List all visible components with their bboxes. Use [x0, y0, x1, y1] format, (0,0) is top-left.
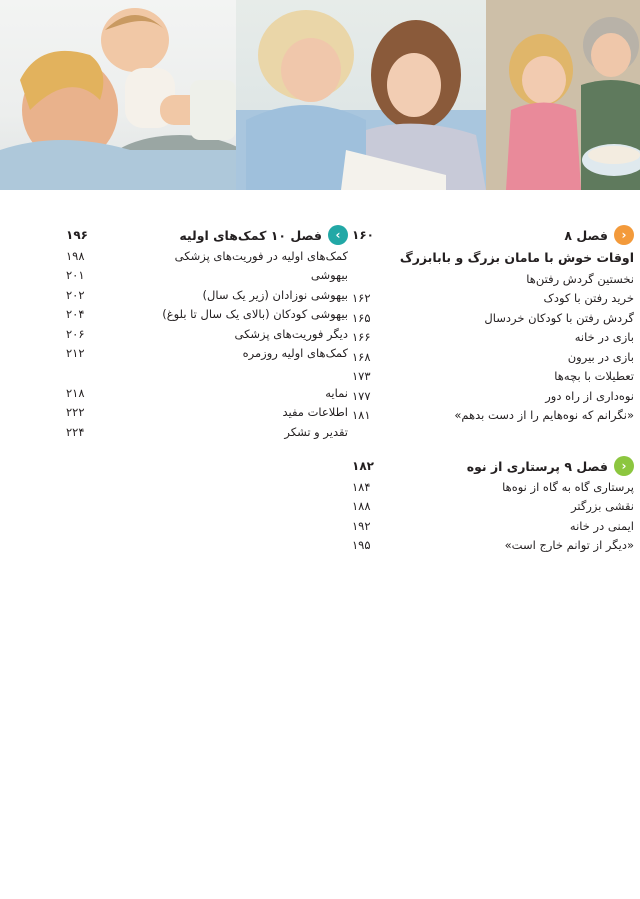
toc-column-left: [66, 224, 348, 442]
toc-entry-label: پرستاری گاه به گاه از نوه‌ها: [502, 479, 634, 494]
toc-entry[interactable]: [66, 324, 348, 344]
chapter-9: [352, 455, 634, 555]
toc-entry-page: ۱۶۸: [352, 349, 371, 364]
toc-entry-page: ۱۹۲: [352, 518, 371, 533]
chapter-9-page: ۱۸۲: [352, 459, 374, 473]
toc-entry-label: «نگرانم که نوه‌هایم را از دست بدهم»: [454, 408, 634, 423]
chapter-10-page: ۱۹۶: [66, 228, 88, 242]
toc-entry-page: ۱۶۲: [352, 291, 371, 306]
toc-entry[interactable]: [66, 266, 348, 286]
toc-entry[interactable]: [352, 386, 634, 406]
toc-entry-label: نقشی بزرگتر: [571, 499, 634, 514]
toc-entry-page: ۱۷۳: [352, 369, 371, 384]
toc-entry-page: ۲۱۸: [66, 385, 85, 400]
toc-entry[interactable]: [352, 536, 634, 556]
toc-entry[interactable]: [352, 367, 634, 387]
toc-entry-page: ۱۹۵: [352, 538, 371, 553]
toc-entry[interactable]: [66, 285, 348, 305]
chapter-10-title[interactable]: فصل ۱۰ کمک‌های اولیه: [179, 227, 322, 243]
toc-entry-acknowledgements[interactable]: [66, 422, 348, 442]
toc-entry-page: ۲۰۴: [66, 307, 85, 322]
chapter-9-title[interactable]: فصل ۹ پرستاری از نوه: [466, 458, 608, 474]
toc-entry-label: دیگر فوریت‌های پزشکی: [234, 326, 348, 341]
toc-entry-page: ۱۹۸: [66, 248, 85, 263]
toc-entry-page: ۲۰۲: [66, 287, 85, 302]
toc-entry-label: بیهوشی: [310, 268, 348, 283]
toc-entry-label: کمک‌های اولیه روزمره: [242, 346, 348, 361]
toc-entry[interactable]: [352, 347, 634, 367]
toc-entry-label: گردش رفتن با کودکان خردسال: [484, 310, 634, 325]
toc-entry[interactable]: [352, 477, 634, 497]
toc-entry-page: ۱۶۶: [352, 330, 371, 345]
toc-entry[interactable]: [352, 328, 634, 348]
chapter-10: [66, 224, 348, 363]
toc-entry-label: بازی در بیرون: [567, 349, 634, 364]
chevron-left-icon[interactable]: ‹: [614, 225, 634, 245]
toc-entry-label: نوه‌داری از راه دور: [545, 388, 634, 403]
chevron-left-icon[interactable]: ‹: [614, 456, 634, 476]
toc-entry[interactable]: [66, 305, 348, 325]
toc-entry[interactable]: [352, 308, 634, 328]
toc-entry-label: تعطیلات با بچه‌ها: [554, 369, 634, 384]
toc-entry-label: بیهوشی کودکان (بالای یک سال تا بلوغ): [162, 307, 348, 322]
toc-entry-page: ۱۸۴: [352, 479, 371, 494]
toc-entry-label: نمایه: [325, 385, 348, 400]
chapter-8-page: ۱۶۰: [352, 228, 374, 242]
chapter-8-title[interactable]: فصل ۸: [564, 227, 608, 243]
toc-entry-index[interactable]: [66, 383, 348, 403]
photo-grandmother-reading-with-girl: [236, 0, 486, 190]
toc-entry[interactable]: [352, 497, 634, 517]
toc-entry-label: تقدیر و تشکر: [284, 424, 348, 439]
toc-entry[interactable]: [352, 269, 634, 289]
photo-mother-lifting-baby: [0, 0, 236, 190]
toc-column-right: [352, 224, 634, 557]
chapter-8: [352, 224, 634, 425]
toc-entry-page: ۱۷۷: [352, 388, 371, 403]
toc-entry-page: ۲۰۱: [66, 268, 85, 283]
header-photo-strip: [0, 0, 640, 190]
toc-entry-page: ۱۸۱: [352, 408, 371, 423]
toc-entry[interactable]: [66, 344, 348, 364]
toc-entry-page: ۲۰۶: [66, 326, 85, 341]
toc-entry-page: ۲۲۲: [66, 405, 85, 420]
toc-entry[interactable]: [352, 406, 634, 426]
toc-entry-label: بازی در خانه: [574, 330, 634, 345]
toc-entry-label: کمک‌های اولیه در فوریت‌های پزشکی: [174, 248, 348, 263]
back-matter: [66, 383, 348, 442]
photo-grandmother-baking-with-girl: [486, 0, 640, 190]
toc-entry-label: «دیگر از توانم خارج است»: [504, 538, 634, 553]
toc-entry[interactable]: [66, 246, 348, 266]
toc-entry[interactable]: [352, 289, 634, 309]
toc-entry[interactable]: [352, 516, 634, 536]
chapter-8-subtitle: اوقات خوش با مامان بزرگ و بابابزرگ: [399, 250, 634, 265]
chevron-right-icon[interactable]: ›: [328, 225, 348, 245]
toc-entry-label: اطلاعات مفید: [282, 405, 348, 420]
toc-entry-label: خرید رفتن با کودک: [543, 291, 634, 306]
toc-entry-page: ۲۱۲: [66, 346, 85, 361]
toc-entry-label: نخستین گردش رفتن‌ها: [526, 271, 634, 286]
toc-entry-label: بیهوشی نوزادان (زیر یک سال): [202, 287, 348, 302]
toc-entry-useful-info[interactable]: [66, 403, 348, 423]
toc-entry-label: ایمنی در خانه: [569, 518, 634, 533]
toc-entry-page: ۱۸۸: [352, 499, 371, 514]
toc-entry-page: ۱۶۵: [352, 310, 371, 325]
toc-entry-page: ۲۲۴: [66, 424, 85, 439]
